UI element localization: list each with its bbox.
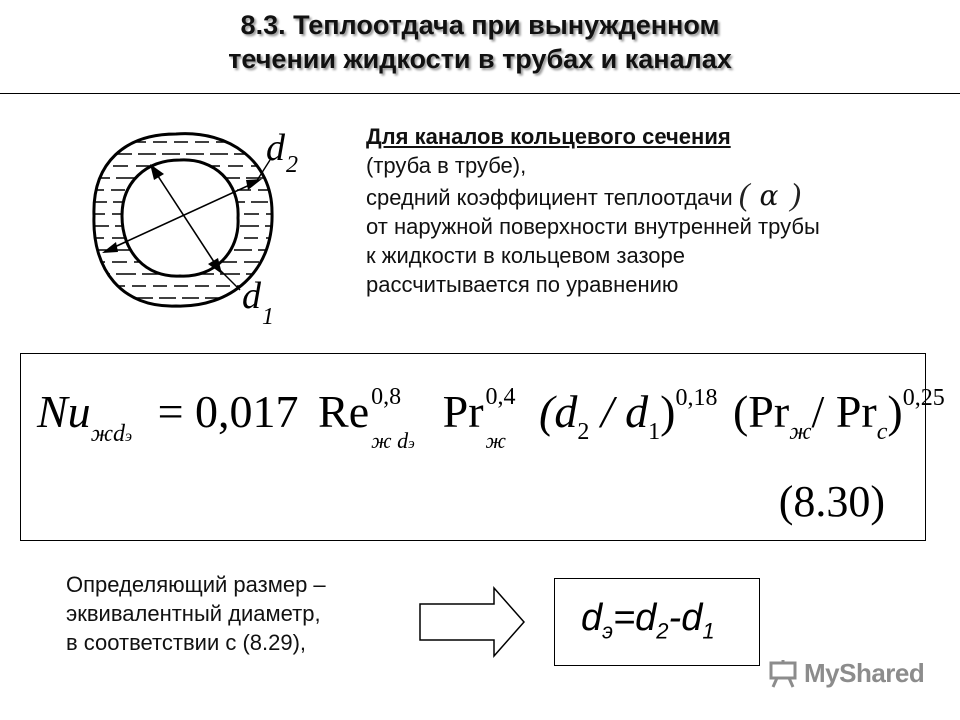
description-line: к жидкости в кольцевом зазоре (366, 243, 686, 268)
diameter-ratio-term (539, 368, 717, 462)
title-line-1: 8.3. Теплоотдача при вынужденном (240, 10, 720, 40)
de-sub-1: 1 (702, 618, 715, 644)
inner-tube (122, 160, 238, 276)
re-symbol: Re (318, 386, 370, 437)
watermark (768, 658, 924, 689)
equivalent-diameter-formula (581, 597, 715, 645)
description-line: от наружной поверхности внутренней трубы (366, 214, 820, 239)
label-d2: d (266, 127, 285, 169)
label-d1: d (242, 275, 261, 317)
nu-subscript-e: э (125, 428, 133, 445)
equivalent-diameter-box (554, 578, 760, 666)
description-line (366, 176, 820, 212)
definition-block (66, 570, 326, 657)
ratio-close: ) (660, 386, 676, 437)
de-sub-e: э (602, 618, 613, 644)
prw-open: (Pr (732, 386, 790, 437)
pr-exponent: 0,4 (485, 384, 516, 410)
description-line-text: средний коэффициент теплоотдачи (366, 185, 733, 210)
ratio-d1-sub: 1 (648, 419, 661, 445)
alpha-open-paren: ( (738, 176, 750, 212)
prw-close: ) (887, 386, 903, 437)
formula-box (20, 353, 945, 541)
prw-subscript-fluid: ж (789, 419, 812, 445)
prw-exponent: 0,25 (902, 385, 945, 411)
prandtl-term (442, 382, 524, 453)
definition-line: Определяющий размер – (66, 572, 326, 597)
definition-line: в соответствии с (8.29), (66, 630, 307, 655)
re-subscript: ж d (371, 428, 409, 453)
de-d: d (581, 597, 603, 639)
prw-mid: / Pr (811, 386, 877, 437)
alpha-close-paren: ) (790, 176, 802, 212)
prw-subscript-wall: c (876, 419, 888, 445)
ratio-open: (d (539, 386, 578, 437)
description-line: (труба в трубе), (366, 153, 527, 178)
watermark-text: MyShared (804, 658, 925, 688)
nusselt-equation (37, 368, 945, 467)
ratio-exponent: 0,18 (675, 385, 718, 411)
slide-title (0, 8, 960, 76)
nu-subscript: жd (90, 421, 126, 447)
equation-number: (8.30) (778, 477, 885, 526)
nu-symbol: Nu (37, 386, 91, 437)
ratio-mid: / d (589, 386, 649, 437)
de-minus: -d (668, 597, 703, 639)
annulus-diagram (80, 112, 320, 332)
label-d2-sub: 2 (286, 152, 298, 178)
label-d1-sub: 1 (262, 304, 274, 330)
de-sub-2: 2 (656, 618, 669, 644)
re-subscript-e: э (408, 436, 415, 452)
description-heading: Для каналов кольцевого сечения (366, 124, 731, 149)
title-line-2: течении жидкости в трубах и каналах (228, 44, 732, 74)
description-line: рассчитывается по уравнению (366, 272, 679, 297)
reynolds-term (318, 382, 421, 453)
definition-line: эквивалентный диаметр, (66, 601, 321, 626)
equals-coefficient: = 0,017 (157, 386, 299, 437)
pr-symbol: Pr (442, 386, 484, 437)
pr-subscript: ж (485, 428, 507, 453)
right-arrow-icon (418, 586, 528, 658)
ratio-d2-sub: 2 (577, 419, 590, 445)
title-divider (0, 93, 960, 94)
description-block (366, 122, 820, 299)
wall-prandtl-term (733, 368, 945, 462)
alpha-symbol: α (759, 179, 779, 212)
re-exponent: 0,8 (371, 384, 402, 410)
projector-screen-icon (768, 660, 798, 688)
de-eq: =d (612, 597, 657, 639)
